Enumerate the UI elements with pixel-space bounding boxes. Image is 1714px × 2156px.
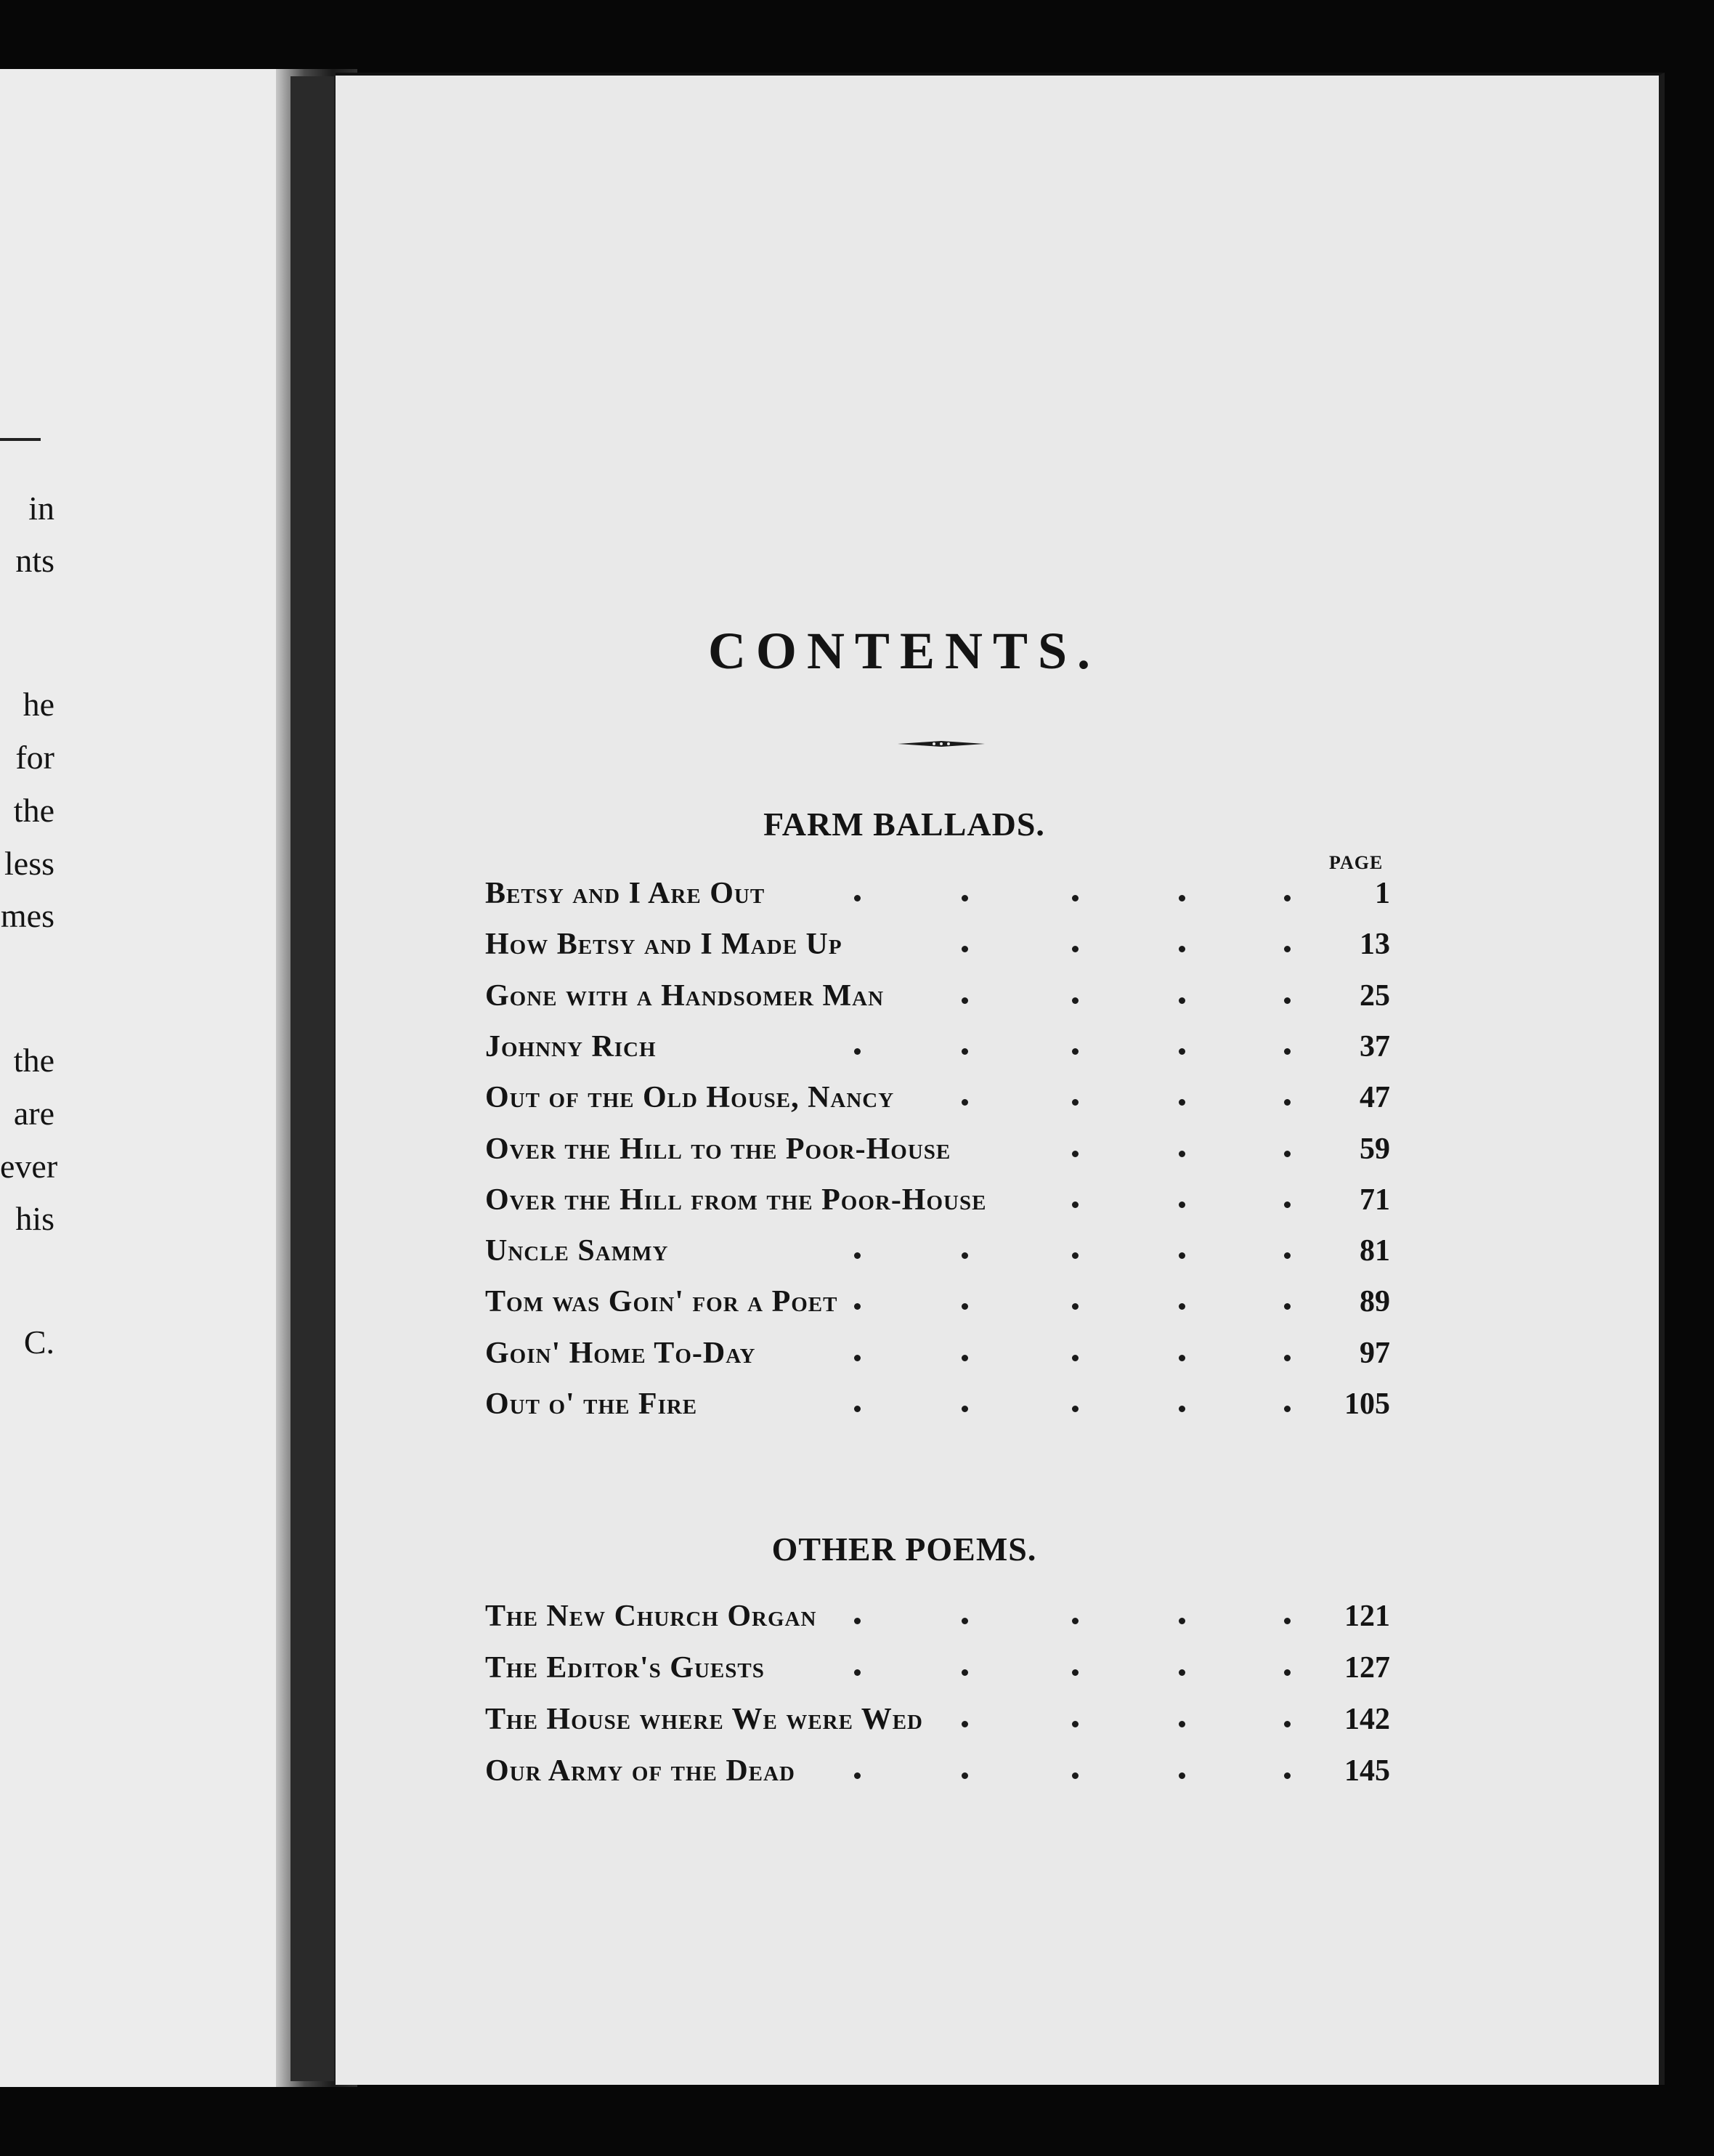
- leader-dot: [1179, 946, 1185, 952]
- toc-entry-page-number: 37: [1360, 1029, 1390, 1063]
- leader-dot: [1179, 1151, 1185, 1157]
- leader-dot: [1179, 1099, 1185, 1106]
- leader-dot: [1284, 1252, 1291, 1259]
- leader-dot: [1179, 1048, 1185, 1055]
- leader-dot: [1179, 1721, 1185, 1727]
- leader-dot: [962, 997, 968, 1004]
- toc-entry-page-number: 25: [1360, 978, 1390, 1013]
- toc-entry-title: Goin' Home To-Day: [485, 1336, 756, 1370]
- left-facing-page: [0, 69, 287, 2087]
- leader-dot: [1284, 1151, 1291, 1157]
- section-heading-farm-ballads: FARM BALLADS.: [763, 806, 1045, 843]
- leader-dot: [1179, 1406, 1185, 1412]
- ornament-divider: [898, 739, 985, 748]
- left-page-line: for: [15, 739, 54, 776]
- toc-entry-title: Betsy and I Are Out: [485, 877, 765, 910]
- leader-dots: [485, 1596, 1317, 1637]
- toc-entry-page-number: 71: [1360, 1183, 1390, 1217]
- toc-entry-title: How Betsy and I Made Up: [485, 928, 842, 962]
- toc-entry-title: The House where We were Wed: [485, 1703, 923, 1736]
- leader-dots: [485, 1026, 1317, 1067]
- toc-entry-title: Our Army of the Dead: [485, 1754, 795, 1788]
- toc-entry-title: The Editor's Guests: [485, 1651, 765, 1685]
- toc-entry-title: Over the Hill from the Poor-House: [485, 1183, 987, 1217]
- toc-entry: [485, 976, 1390, 1016]
- leader-dot: [1072, 1252, 1079, 1259]
- leader-dot: [962, 1048, 968, 1055]
- left-page-line: the: [13, 1042, 54, 1079]
- section-heading-other-poems: OTHER POEMS.: [771, 1531, 1037, 1568]
- leader-dot: [1072, 1669, 1079, 1676]
- leader-dots: [485, 873, 1317, 914]
- leader-dot: [1072, 1721, 1079, 1727]
- leader-dot: [1179, 1618, 1185, 1624]
- leader-dot: [1072, 1048, 1079, 1055]
- toc-entry: [485, 1751, 1390, 1791]
- leader-dot: [854, 1406, 861, 1412]
- leader-dot: [1072, 1099, 1079, 1106]
- leader-dot: [1072, 1772, 1079, 1779]
- toc-entry-page-number: 121: [1344, 1600, 1390, 1633]
- toc-entry-title: Uncle Sammy: [485, 1234, 669, 1268]
- leader-dot: [1179, 1252, 1185, 1259]
- toc-entry: [485, 873, 1390, 914]
- toc-entry: [485, 1333, 1390, 1374]
- leader-dots: [485, 1384, 1317, 1424]
- toc-entry: [485, 1231, 1390, 1271]
- leader-dot: [1284, 1669, 1291, 1676]
- toc-entry: [485, 1648, 1390, 1688]
- toc-entry: [485, 1384, 1390, 1424]
- toc-entry-title: Johnny Rich: [485, 1029, 657, 1063]
- toc-entry-page-number: 47: [1360, 1081, 1390, 1115]
- leader-dots: [485, 1333, 1317, 1374]
- leader-dot: [962, 1772, 968, 1779]
- toc-entry-page-number: 81: [1360, 1234, 1390, 1268]
- leader-dot: [1072, 895, 1079, 901]
- page-column-label: PAGE: [1329, 852, 1384, 873]
- toc-entry: [485, 924, 1390, 965]
- left-page-rule: [0, 438, 41, 441]
- leader-dot: [962, 1099, 968, 1106]
- leader-dot: [1284, 1406, 1291, 1412]
- left-page-line: mes: [0, 897, 54, 934]
- leader-dot: [962, 1669, 968, 1676]
- left-page-line: are: [13, 1095, 54, 1132]
- leader-dot: [962, 895, 968, 901]
- leader-dots: [485, 1751, 1317, 1791]
- leader-dot: [1179, 1355, 1185, 1361]
- left-page-line: in: [28, 490, 54, 527]
- leader-dot: [1284, 946, 1291, 952]
- leader-dot: [1284, 997, 1291, 1004]
- leader-dots: [485, 1180, 1317, 1220]
- leader-dot: [1179, 997, 1185, 1004]
- leader-dot: [854, 1669, 861, 1676]
- leader-dot: [1072, 946, 1079, 952]
- toc-entry: [485, 1026, 1390, 1067]
- leader-dot: [962, 946, 968, 952]
- leader-dots: [485, 1231, 1317, 1271]
- leader-dot: [1179, 1669, 1185, 1676]
- left-page-line: C.: [23, 1324, 54, 1361]
- toc-entry-page-number: 105: [1344, 1387, 1390, 1421]
- page-title: CONTENTS.: [707, 622, 1101, 680]
- toc-entry-page-number: 89: [1360, 1285, 1390, 1319]
- toc-entry-title: Out of the Old House, Nancy: [485, 1081, 895, 1115]
- gutter-shadow: [291, 76, 334, 2081]
- leader-dot: [1072, 1201, 1079, 1208]
- leader-dots: [485, 924, 1317, 965]
- left-page-line: the: [13, 792, 54, 829]
- toc-entry-title: The New Church Organ: [485, 1600, 817, 1633]
- leader-dot: [962, 1355, 968, 1361]
- leader-dot: [1072, 1618, 1079, 1624]
- leader-dot: [1072, 1355, 1079, 1361]
- leader-dot: [962, 1618, 968, 1624]
- leader-dot: [1179, 895, 1185, 901]
- leader-dot: [854, 1048, 861, 1055]
- toc-entry-page-number: 142: [1344, 1703, 1390, 1736]
- leader-dot: [962, 1303, 968, 1310]
- leader-dots: [485, 1129, 1317, 1170]
- leader-dot: [854, 895, 861, 901]
- leader-dot: [1284, 1201, 1291, 1208]
- toc-entry-page-number: 127: [1344, 1651, 1390, 1685]
- toc-entry-page-number: 97: [1360, 1336, 1390, 1370]
- leader-dots: [485, 1077, 1317, 1118]
- toc-entry: [485, 1129, 1390, 1170]
- leader-dot: [1284, 1048, 1291, 1055]
- left-page-line: nts: [15, 542, 54, 579]
- leader-dot: [1072, 1151, 1079, 1157]
- leader-dot: [1284, 895, 1291, 901]
- toc-entry-page-number: 13: [1360, 928, 1390, 962]
- toc-entry-page-number: 145: [1344, 1754, 1390, 1788]
- toc-entry-title: Gone with a Handsomer Man: [485, 978, 885, 1013]
- leader-dot: [1179, 1772, 1185, 1779]
- leader-dot: [1284, 1618, 1291, 1624]
- left-page-line: he: [23, 686, 54, 723]
- leader-dot: [854, 1618, 861, 1624]
- leader-dots: [485, 1699, 1317, 1740]
- toc-entry: [485, 1180, 1390, 1220]
- left-page-line: his: [15, 1200, 54, 1237]
- leader-dot: [1179, 1303, 1185, 1310]
- leader-dot: [1284, 1355, 1291, 1361]
- toc-entry-title: Out o' the Fire: [485, 1387, 698, 1421]
- leader-dots: [485, 976, 1317, 1016]
- toc-entry-title: Tom was Goin' for a Poet: [485, 1285, 838, 1319]
- toc-entry: [485, 1077, 1390, 1118]
- leader-dot: [962, 1406, 968, 1412]
- left-page-line: less: [4, 845, 54, 882]
- leader-dot: [962, 1721, 968, 1727]
- leader-dot: [962, 1252, 968, 1259]
- leader-dot: [1284, 1099, 1291, 1106]
- leader-dot: [1179, 1201, 1185, 1208]
- toc-entry-page-number: 1: [1375, 877, 1390, 910]
- leader-dot: [1072, 1406, 1079, 1412]
- toc-entry-title: Over the Hill to the Poor-House: [485, 1132, 951, 1166]
- leader-dots: [485, 1648, 1317, 1688]
- toc-entry: [485, 1596, 1390, 1637]
- toc-entry-page-number: 59: [1360, 1132, 1390, 1166]
- leader-dot: [854, 1303, 861, 1310]
- leader-dot: [854, 1772, 861, 1779]
- leader-dot: [1284, 1772, 1291, 1779]
- leader-dot: [854, 1355, 861, 1361]
- leader-dots: [485, 1281, 1317, 1322]
- left-page-line: ever: [0, 1148, 58, 1185]
- leader-dot: [1072, 997, 1079, 1004]
- toc-entry: [485, 1281, 1390, 1322]
- leader-dot: [1284, 1721, 1291, 1727]
- toc-entry: [485, 1699, 1390, 1740]
- leader-dot: [1284, 1303, 1291, 1310]
- leader-dot: [1072, 1303, 1079, 1310]
- leader-dot: [854, 1252, 861, 1259]
